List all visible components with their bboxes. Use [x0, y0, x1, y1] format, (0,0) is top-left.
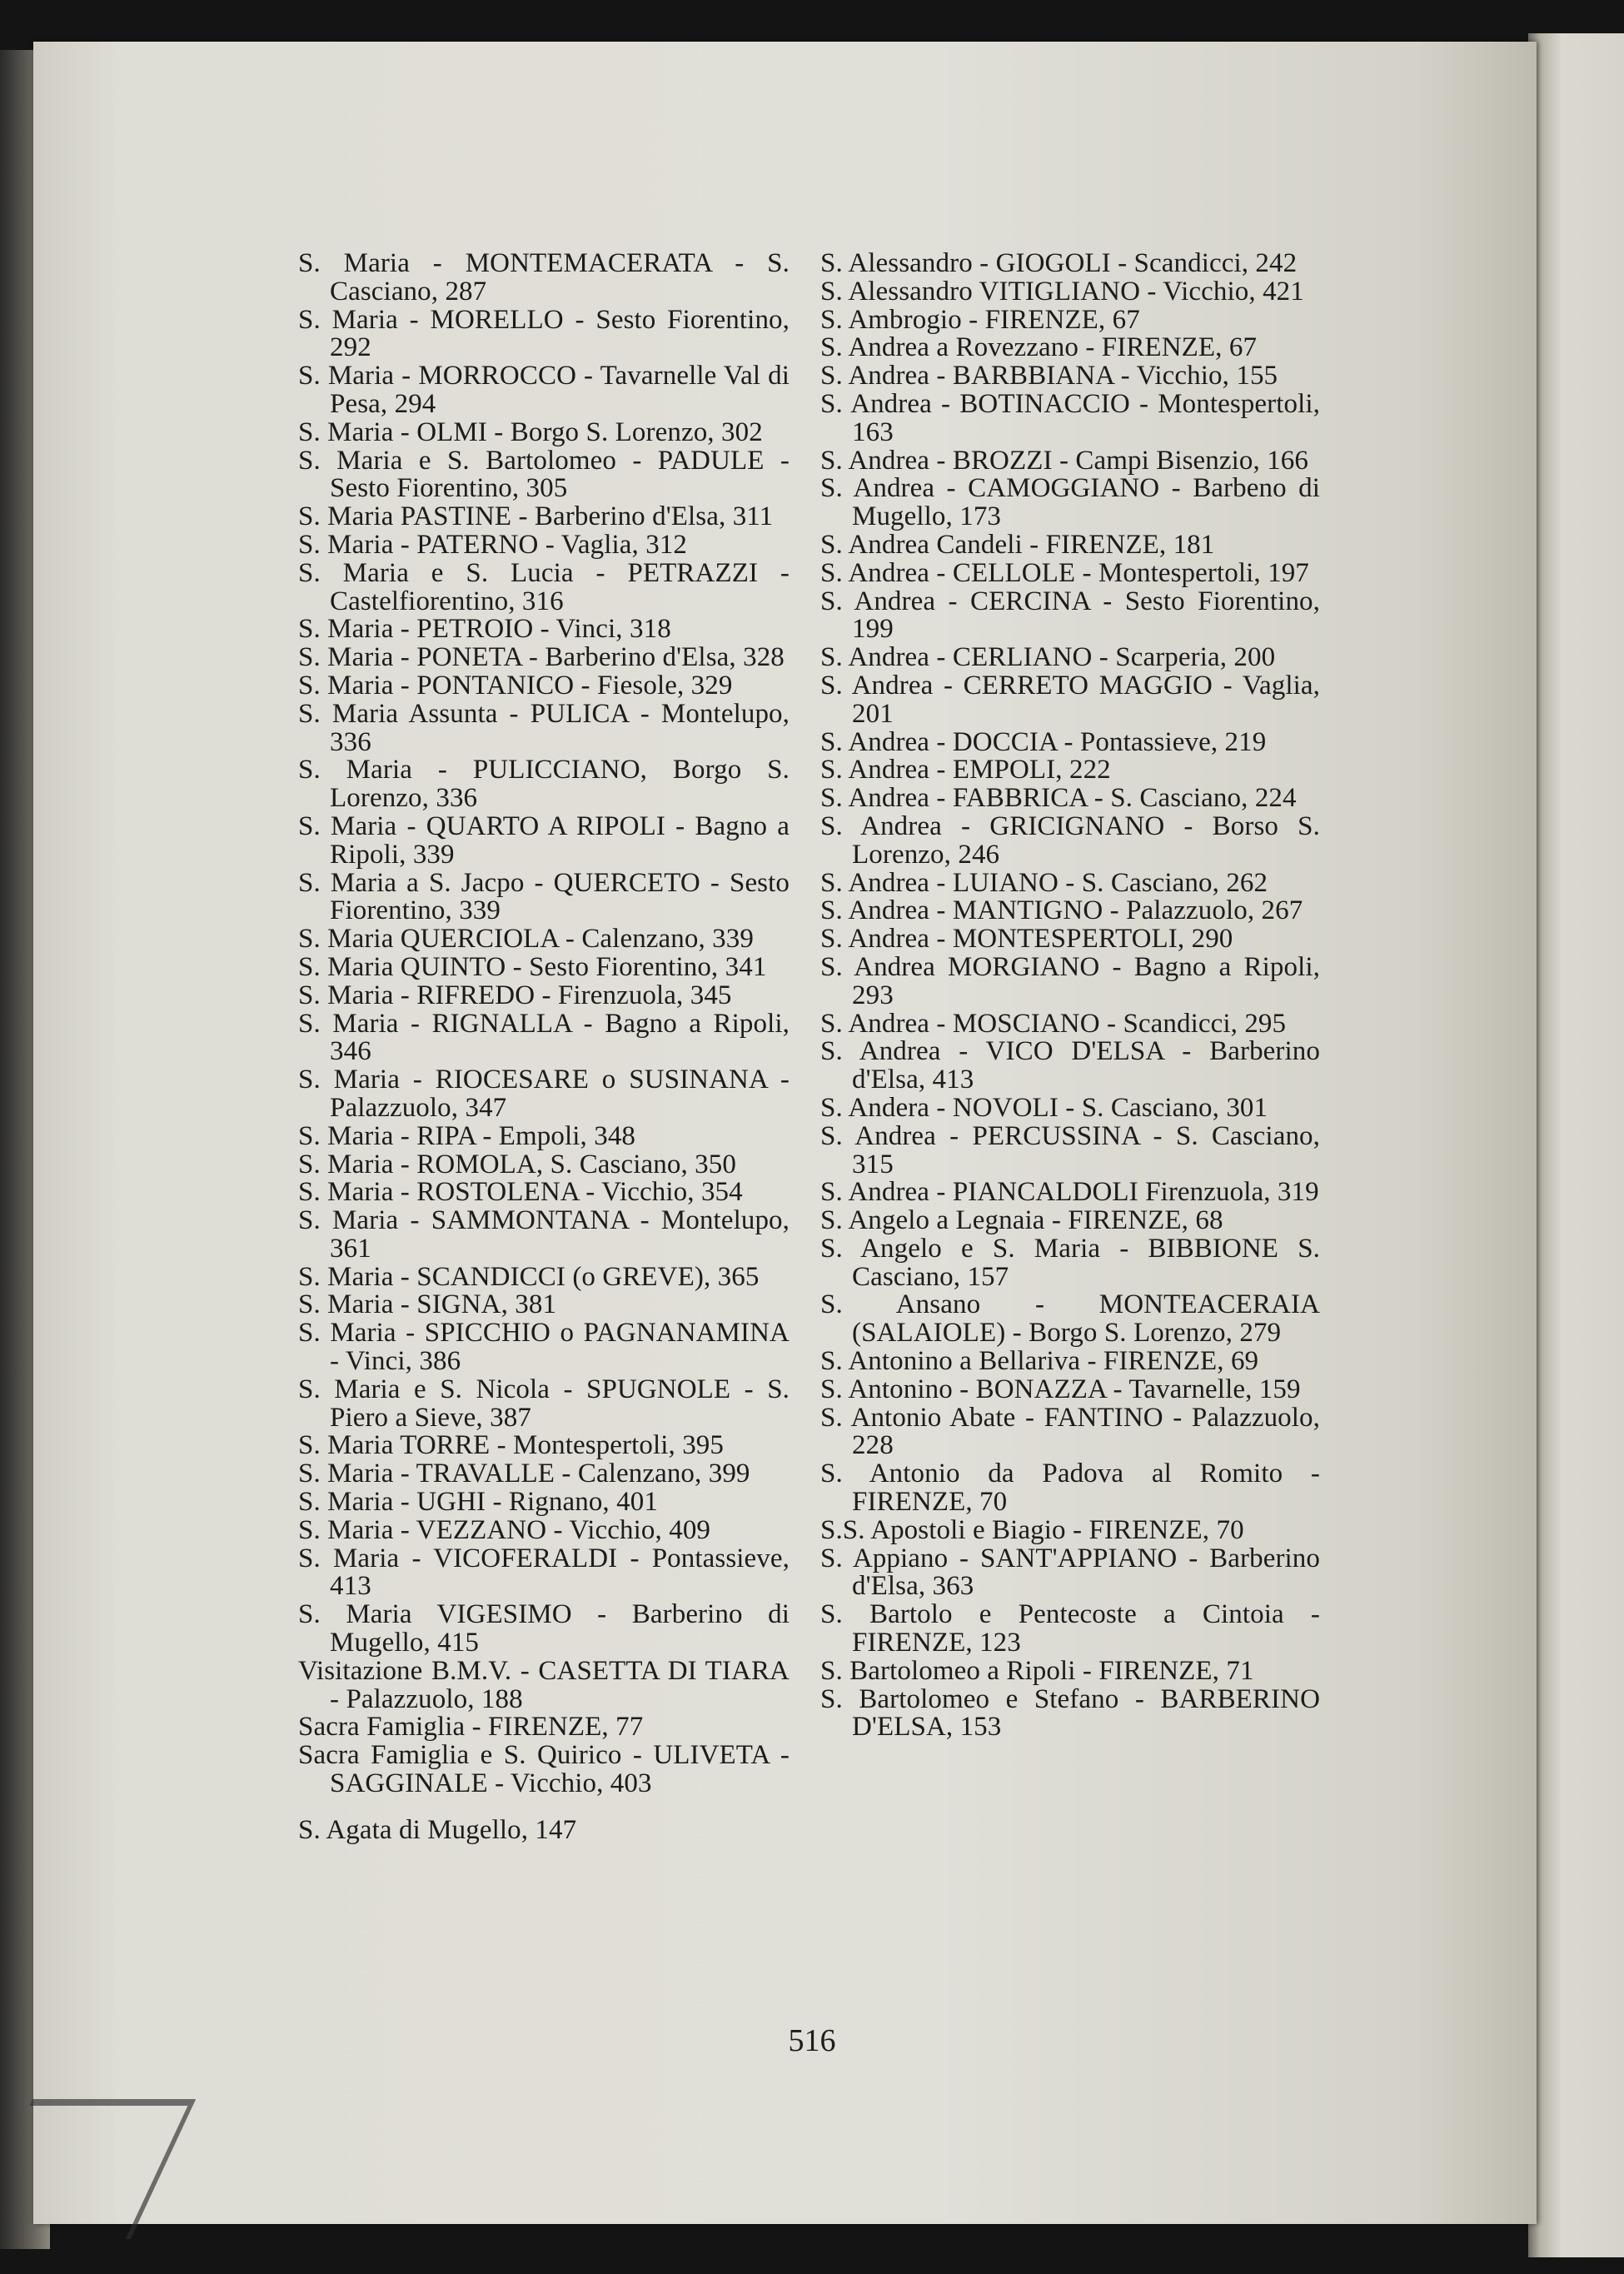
index-entry: S. Ambrogio - FIRENZE, 67	[820, 304, 1140, 335]
index-entry: S. Alessandro - GIOGOLI - Scandicci, 242	[820, 248, 1298, 278]
index-entry: S. Antonino - BONAZZA - Tavarnelle, 159	[820, 1374, 1301, 1404]
index-entry: S. Maria QUINTO - Sesto Fiorentino, 341	[298, 951, 767, 982]
index-entry: S. Andrea - DOCCIA - Pontassieve, 219	[820, 726, 1267, 757]
index-entry: S. Maria - TRAVALLE - Calenzano, 399	[298, 1459, 750, 1489]
index-entry: S. Angelo e S. Maria - BIBBIONE S. Casciano, 157	[820, 1233, 1320, 1292]
index-entry: S. Maria - RIOCESARE o SUSINANA - Palazzuolo, 347	[298, 1065, 790, 1123]
index-entry: S. Andrea - MONTESPERTOLI, 290	[820, 924, 1233, 955]
index-entry: S. Maria VIGESIMO - Barberino di Mugello, 415	[298, 1599, 790, 1658]
index-entry: S. Maria e S. Bartolomeo - PADULE - Sesto Fiorentino, 305	[298, 445, 790, 504]
index-entry: S. Andrea - MOSCIANO - Scandicci, 295	[820, 1008, 1287, 1039]
index-entry: S. Alessandro VITIGLIANO - Vicchio, 421	[820, 276, 1304, 307]
index-entry: S. Andera - NOVOLI - S. Casciano, 301	[820, 1092, 1268, 1123]
index-entry: S. Maria QUERCIOLA - Calenzano, 339	[298, 924, 754, 955]
index-entry: S. Maria - RIGNALLA - Bagno a Ripoli, 346	[298, 1008, 790, 1067]
index-left-column	[298, 250, 790, 1845]
index-entry: S. Maria - RIFREDO - Firenzuola, 345	[298, 980, 732, 1010]
index-entry: S. Maria - QUARTO A RIPOLI - Bagno a Ripoli, 339	[298, 810, 790, 870]
page-number: 516	[788, 2023, 836, 2058]
index-entry: S. Andrea - MANTIGNO - Palazzuolo, 267	[820, 895, 1303, 926]
index-entry: S. Maria - VICOFERALDI - Pontassieve, 413	[298, 1543, 790, 1602]
index-entry: S. Maria - PONTANICO - Fiesole, 329	[298, 670, 733, 701]
index-entry: S. Maria a S. Jacpo - QUERCETO - Sesto Fiorentino, 339	[298, 867, 790, 926]
index-entry: S. Bartolo e Pentecoste a Cintoia - FIRENZE, 123	[820, 1599, 1320, 1658]
index-entry: S. Andrea MORGIANO - Bagno a Ripoli, 293	[820, 951, 1320, 1010]
index-entry: S. Antonio da Padova al Romito - FIRENZE, 70	[820, 1459, 1320, 1518]
index-entry: S. Andrea - FABBRICA - S. Casciano, 224	[820, 783, 1297, 814]
index-entry: S. Andrea Candeli - FIRENZE, 181	[820, 529, 1215, 560]
index-entry: S. Andrea - BOTINACCIO - Montespertoli, 163	[820, 388, 1320, 447]
index-entry: S. Maria TORRE - Montespertoli, 395	[298, 1430, 725, 1461]
index-entry: S. Maria - MORELLO - Sesto Fiorentino, 292	[298, 304, 790, 363]
index-entry: S. Andrea - CERRETO MAGGIO - Vaglia, 201	[820, 670, 1320, 729]
index-entry: S. Maria - MORROCCO - Tavarnelle Val di Pesa, 294	[298, 361, 790, 419]
index-entry: Sacra Famiglia e S. Quirico - ULIVETA - SAGGINALE - Vicchio, 403	[298, 1740, 790, 1799]
index-entry: S. Appiano - SANT'APPIANO - Barberino d'Elsa, 363	[820, 1543, 1320, 1602]
index-entry: S. Andrea - CAMOGGIANO - Barbeno di Mugello, 173	[820, 473, 1320, 532]
index-entry: S. Maria - PATERNO - Vaglia, 312	[298, 529, 688, 560]
index-entry: S. Maria - SAMMONTANA - Montelupo, 361	[298, 1205, 790, 1264]
index-entry: S. Andrea - PERCUSSINA - S. Casciano, 315	[820, 1120, 1320, 1179]
index-entry: S. Antonio Abate - FANTINO - Palazzuolo, 228	[820, 1402, 1320, 1461]
index-entry: S. Maria - SCANDICCI (o GREVE), 365	[298, 1261, 760, 1292]
index-entry: S. Andrea - CERCINA - Sesto Fiorentino, 199	[820, 586, 1320, 645]
index-entry: S. Angelo a Legnaia - FIRENZE, 68	[820, 1205, 1223, 1236]
index-entry: S. Maria - ROMOLA, S. Casciano, 350	[298, 1149, 736, 1179]
index-entry: S. Maria - SPICCHIO o PAGNANAMINA - Vinci, 386	[298, 1318, 790, 1377]
index-entry: S.S. Apostoli e Biagio - FIRENZE, 70	[820, 1514, 1244, 1545]
index-entry: S. Andrea a Rovezzano - FIRENZE, 67	[820, 332, 1258, 363]
index-right-column	[820, 250, 1320, 1742]
index-entry: S. Agata di Mugello, 147	[298, 1814, 577, 1845]
index-entry: S. Ansano - MONTEACERAIA (SALAIOLE) - Borgo S. Lorenzo, 279	[820, 1289, 1320, 1349]
index-entry: S. Maria - RIPA - Empoli, 348	[298, 1120, 636, 1151]
index-entry: S. Maria - OLMI - Borgo S. Lorenzo, 302	[298, 416, 763, 447]
index-entry: S. Maria - PULICCIANO, Borgo S. Lorenzo, 336	[298, 755, 790, 814]
index-entry: S. Andrea - EMPOLI, 222	[820, 755, 1111, 785]
index-entry: S. Maria e S. Lucia - PETRAZZI - Castelfiorentino, 316	[298, 557, 790, 616]
entry-gap	[298, 1798, 790, 1817]
index-entry: S. Andrea - VICO D'ELSA - Barberino d'Elsa, 413	[820, 1036, 1320, 1095]
index-entry: Sacra Famiglia - FIRENZE, 77	[298, 1712, 644, 1743]
index-entry: S. Maria - MONTEMACERATA - S. Casciano, 287	[298, 248, 790, 307]
index-entry: S. Andrea - LUIANO - S. Casciano, 262	[820, 867, 1268, 898]
index-entry: S. Maria e S. Nicola - SPUGNOLE - S. Piero a Sieve, 387	[298, 1374, 790, 1433]
adjacent-page-edge	[1528, 33, 1624, 2257]
index-entry: S. Maria - PETROIO - Vinci, 318	[298, 614, 671, 645]
index-entry: S. Andrea - GRICIGNANO - Borso S. Lorenzo, 246	[820, 810, 1320, 870]
index-entry: S. Maria - ROSTOLENA - Vicchio, 354	[298, 1177, 743, 1208]
index-entry: Visitazione B.M.V. - CASETTA DI TIARA - Palazzuolo, 188	[298, 1655, 790, 1714]
index-entry: S. Maria PASTINE - Barberino d'Elsa, 311	[298, 501, 774, 532]
index-entry: S. Maria - SIGNA, 381	[298, 1289, 557, 1320]
index-entry: S. Maria - VEZZANO - Vicchio, 409	[298, 1514, 711, 1545]
index-entry: S. Maria Assunta - PULICA - Montelupo, 336	[298, 698, 790, 757]
index-entry: S. Maria - UGHI - Rignano, 401	[298, 1487, 658, 1518]
index-entry: S. Bartolomeo a Ripoli - FIRENZE, 71	[820, 1655, 1254, 1686]
index-entry: S. Bartolomeo e Stefano - BARBERINO D'ELSA, 153	[820, 1683, 1320, 1743]
index-entry: S. Andrea - BARBBIANA - Vicchio, 155	[820, 361, 1278, 391]
index-entry: S. Andrea - PIANCALDOLI Firenzuola, 319	[820, 1177, 1319, 1208]
index-entry: S. Andrea - CERLIANO - Scarperia, 200	[820, 642, 1276, 673]
index-entry: S. Antonino a Bellariva - FIRENZE, 69	[820, 1346, 1259, 1377]
index-entry: S. Andrea - BROZZI - Campi Bisenzio, 166	[820, 445, 1309, 476]
index-entry: S. Andrea - CELLOLE - Montespertoli, 197	[820, 557, 1309, 588]
index-entry: S. Maria - PONETA - Barberino d'Elsa, 328	[298, 642, 785, 673]
